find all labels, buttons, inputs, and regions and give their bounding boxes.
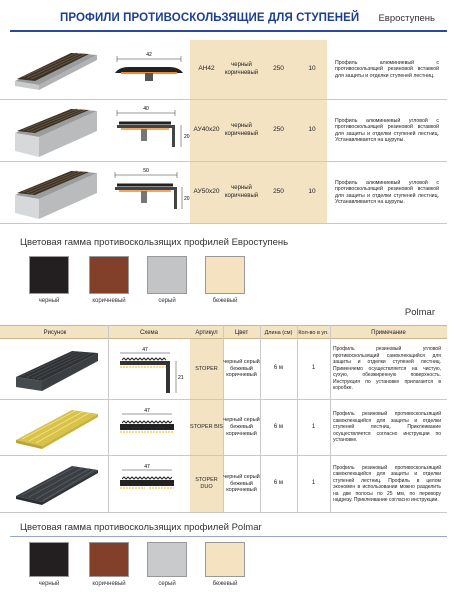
table-row [0, 162, 447, 224]
profile-scheme [112, 460, 188, 513]
palette-rule [10, 536, 447, 537]
header-cell: Рисунок [43, 330, 67, 336]
swatch-gray [147, 542, 187, 577]
article: АУ50х20 [190, 162, 223, 223]
profile-scheme [108, 40, 190, 99]
swatch-beige [205, 542, 245, 577]
swatch-label: коричневый [92, 581, 126, 587]
length: 6 м [273, 423, 284, 430]
table-row [0, 400, 447, 456]
color: черный коричневый [223, 162, 260, 223]
note: Профиль резиновый угловой противоскользящий самоклеющийся для защиты и отделки ступеней лестниц. Применяемо осуществляется на чистую, сухую, обезжиренную поверхность. Инструкция по установке прилагается в коробке. [333, 346, 441, 392]
swatch-black [29, 542, 69, 577]
color: черный коричневый [223, 100, 260, 161]
qty: 1 [311, 480, 316, 487]
note: Профиль алюминиевый угловой с противоскользящей резиновой вставкой для защиты и отделки ступеней лестниц. Устанавливается на шурупы. [327, 100, 447, 161]
brand-polmar: Polmar [404, 307, 435, 318]
swatch-label: серый [158, 298, 176, 304]
header-cell: Цвет [234, 330, 249, 336]
article: STOPER [195, 365, 218, 372]
profile-image [10, 40, 102, 99]
header-cell: Кол-во в уп. [298, 330, 329, 336]
dim-side: 20 [184, 133, 190, 140]
qty: 10 [297, 40, 327, 99]
qty: 10 [297, 162, 327, 223]
header-cell: Схема [139, 330, 159, 336]
profile-scheme [108, 100, 190, 161]
article: STOPER BIS [190, 424, 223, 431]
color: черный коричневый [223, 40, 260, 99]
profile-scheme [112, 343, 188, 402]
color: черный серый бежевый коричневый [223, 358, 260, 379]
dim-side: 20 [184, 195, 190, 202]
qty: 1 [311, 423, 316, 430]
profile-scheme [108, 162, 190, 223]
swatch-black [29, 256, 69, 294]
dim-top: 50 [143, 167, 149, 174]
article: АУ40х20 [190, 100, 223, 161]
dim-top: 47 [142, 347, 148, 353]
note: Профиль алюминиевый с противоскользящей резиновой вставкой для защиты и отделки ступеней лестниц. [327, 40, 447, 99]
header-cell: Длина (см) [264, 330, 293, 336]
length: 250 [260, 100, 297, 161]
length: 6 м [273, 480, 284, 487]
note: Профиль алюминиевый угловой с противоскользящей резиновой вставкой для защиты и отделки ступеней лестниц. Устанавливается на шурупы. [327, 162, 447, 223]
qty: 10 [297, 100, 327, 161]
page-title: ПРОФИЛИ ПРОТИВОСКОЛЬЗЯЩИЕ ДЛЯ СТУПЕНЕЙ [60, 12, 360, 24]
polmar-palette-title: Цветовая гамма противоскользящих профилей Polmar [20, 522, 262, 533]
table-row [0, 40, 447, 100]
dim-top: 40 [143, 105, 149, 112]
profile-image [10, 100, 102, 161]
profile-image [14, 462, 100, 511]
length: 6 м [273, 365, 284, 372]
swatch-label: коричневый [92, 298, 126, 304]
swatch-brown [89, 542, 129, 577]
swatch-beige [205, 256, 245, 294]
swatch-label: черный [38, 581, 60, 587]
profile-scheme [112, 404, 188, 457]
profile-image [14, 347, 100, 398]
table-row [0, 339, 447, 400]
dim-side: 21 [178, 375, 184, 381]
header-cell: Примечание [371, 330, 406, 336]
qty: 1 [311, 365, 316, 372]
length: 250 [260, 40, 297, 99]
swatch-brown [89, 256, 129, 294]
euro-palette-title: Цветовая гамма противоскользящих профилей Евроступень [20, 237, 289, 248]
swatch-label: серый [158, 581, 176, 587]
title-rule [10, 30, 447, 32]
swatch-label: бежевый [212, 581, 238, 587]
profile-image [10, 162, 102, 223]
dim-top: 42 [146, 51, 152, 58]
note: Профиль резиновый противоскользящий самоклеющийся для защиты и отделки ступеней лестниц. Приклеивание осуществляется согласно инструкции по установке. [333, 411, 441, 444]
dim-top: 47 [144, 408, 150, 414]
table-row [0, 456, 447, 513]
color: черный серый бежевый коричневый [223, 473, 260, 494]
swatch-label: бежевый [212, 298, 238, 304]
swatch-label: черный [38, 298, 60, 304]
note: Профиль резиновый противоскользящий самоклеющийся для защиты и отделки ступеней лестниц. Профиль в целом экономен в использовании можно разделить на две полосы по 25 мм, по перевору надрезу. Приклеивание согласно инструкции. [333, 464, 441, 503]
profile-image [14, 406, 100, 455]
length: 250 [260, 162, 297, 223]
brand-euro: Евроступень [378, 13, 435, 24]
euro-table [0, 40, 447, 224]
swatch-gray [147, 256, 187, 294]
table-row [0, 100, 447, 162]
dim-top: 47 [144, 464, 150, 470]
header-cell: Артикул [195, 330, 218, 336]
article: STOPER DUO [195, 477, 218, 490]
color: черный серый бежевый коричневый [223, 417, 260, 437]
article: АН42 [190, 40, 223, 99]
